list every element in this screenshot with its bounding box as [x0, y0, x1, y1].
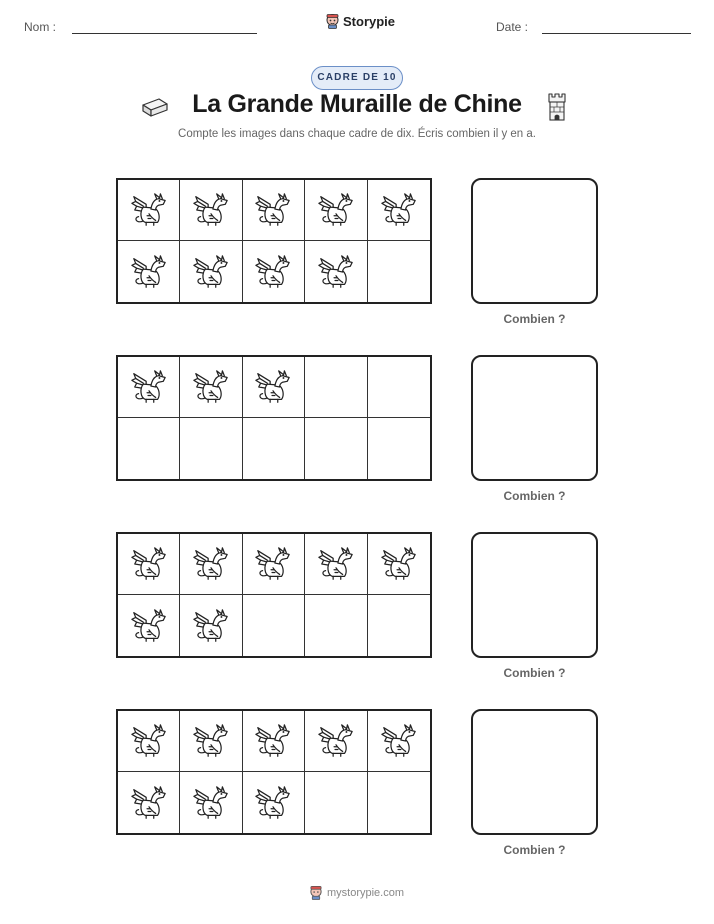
frame-cell	[118, 534, 180, 595]
dragon-icon	[192, 606, 230, 646]
frame-cell	[305, 595, 367, 656]
tower-icon	[546, 92, 568, 122]
frame-cell	[118, 180, 180, 241]
page-title: La Grande Muraille de Chine	[192, 90, 522, 118]
dragon-icon	[254, 721, 292, 761]
frame-cell	[180, 534, 242, 595]
dragon-icon	[192, 190, 230, 230]
frame-cell	[118, 241, 180, 302]
dragon-icon	[130, 252, 168, 292]
answer-box-1[interactable]	[471, 178, 598, 304]
dragon-icon	[254, 783, 292, 823]
dragon-icon	[192, 367, 230, 407]
storypie-logo-icon	[309, 885, 323, 900]
frame-cell	[180, 241, 242, 302]
answer-label-4: Combien ?	[503, 843, 566, 857]
ten-frame-2	[116, 355, 432, 481]
frame-cell	[118, 711, 180, 772]
ten-frame-1	[116, 178, 432, 304]
frame-cell	[118, 357, 180, 418]
frame-cell	[180, 711, 242, 772]
dragon-icon	[130, 606, 168, 646]
dragon-icon	[192, 783, 230, 823]
frame-cell	[243, 180, 305, 241]
dragon-icon	[130, 783, 168, 823]
frame-cell	[118, 595, 180, 656]
frame-cell	[180, 357, 242, 418]
frame-cell	[368, 534, 430, 595]
frame-cell	[368, 357, 430, 418]
footer	[309, 885, 404, 900]
dragon-icon	[254, 252, 292, 292]
dragon-icon	[317, 721, 355, 761]
frame-cell	[243, 711, 305, 772]
frame-cell	[368, 180, 430, 241]
instructions: Compte les images dans chaque cadre de dix. Écris combien il y en a.	[178, 128, 536, 140]
dragon-icon	[254, 544, 292, 584]
name-label: Nom :	[24, 20, 57, 34]
frame-cell	[180, 595, 242, 656]
dragon-icon	[130, 367, 168, 407]
frame-cell	[243, 772, 305, 833]
dragon-icon	[317, 544, 355, 584]
name-field-line[interactable]	[72, 33, 257, 34]
ten-frame-4	[116, 709, 432, 835]
dragon-icon	[130, 190, 168, 230]
frame-cell	[368, 418, 430, 479]
dragon-icon	[380, 721, 418, 761]
frame-cell	[368, 241, 430, 302]
dragon-icon	[317, 190, 355, 230]
dragon-icon	[380, 544, 418, 584]
frame-cell	[368, 772, 430, 833]
dragon-icon	[380, 190, 418, 230]
ten-frame-3	[116, 532, 432, 658]
answer-box-3[interactable]	[471, 532, 598, 658]
worksheet-badge: CADRE DE 10	[311, 66, 403, 90]
dragon-icon	[317, 252, 355, 292]
brand	[325, 13, 395, 29]
frame-cell	[305, 534, 367, 595]
dragon-icon	[130, 721, 168, 761]
frame-cell	[180, 418, 242, 479]
answer-box-2[interactable]	[471, 355, 598, 481]
frame-cell	[243, 534, 305, 595]
dragon-icon	[254, 190, 292, 230]
frame-cell	[305, 711, 367, 772]
frame-cell	[305, 772, 367, 833]
answer-label-1: Combien ?	[503, 312, 566, 326]
dragon-icon	[254, 367, 292, 407]
frame-cell	[118, 772, 180, 833]
frame-cell	[305, 180, 367, 241]
frame-cell	[243, 595, 305, 656]
frame-cell	[305, 418, 367, 479]
frame-cell	[305, 357, 367, 418]
answer-box-4[interactable]	[471, 709, 598, 835]
brand-name: Storypie	[343, 13, 396, 29]
frame-cell	[305, 241, 367, 302]
answer-label-3: Combien ?	[503, 666, 566, 680]
storypie-logo-icon	[325, 13, 340, 29]
date-label: Date :	[496, 20, 529, 34]
frame-cell	[243, 241, 305, 302]
frame-cell	[243, 357, 305, 418]
frame-cell	[180, 180, 242, 241]
frame-cell	[180, 772, 242, 833]
dragon-icon	[192, 544, 230, 584]
dragon-icon	[192, 252, 230, 292]
frame-cell	[118, 418, 180, 479]
date-field-line[interactable]	[542, 33, 691, 34]
footer-url: mystorypie.com	[327, 886, 405, 899]
answer-label-2: Combien ?	[503, 489, 566, 503]
frame-cell	[243, 418, 305, 479]
frame-cell	[368, 595, 430, 656]
frame-cell	[368, 711, 430, 772]
dragon-icon	[192, 721, 230, 761]
dragon-icon	[130, 544, 168, 584]
